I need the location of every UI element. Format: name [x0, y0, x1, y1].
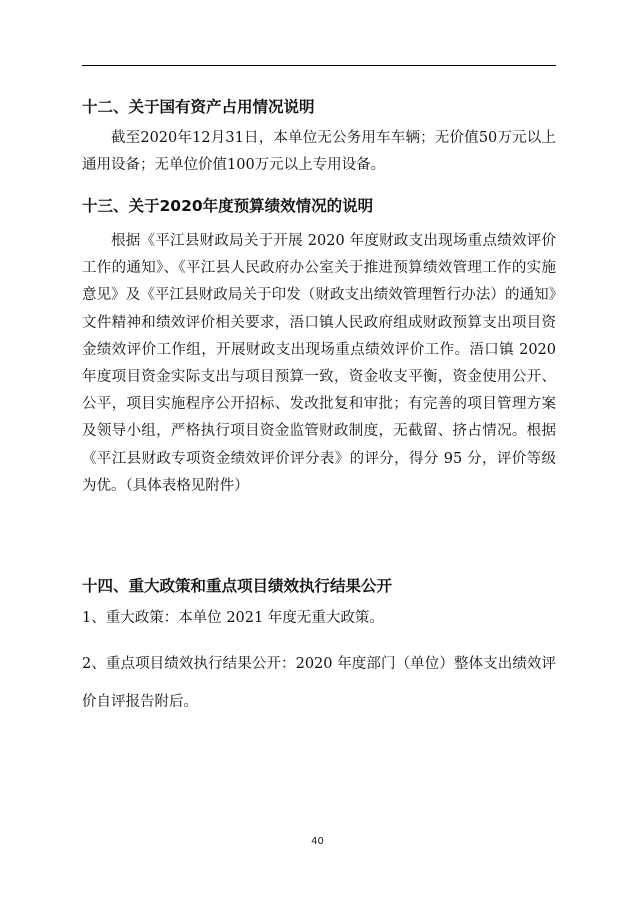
section-12-paragraph: 截至2020年12月31日，本单位无公务用车车辆；无价值50万元以上通用设备；无单位价值100万元以上专用设备。	[82, 130, 556, 173]
section-12-heading: 十二、关于国有资产占用情况说明	[82, 98, 315, 116]
section-13-heading: 十三、关于2020年度预算绩效情况的说明	[82, 197, 374, 215]
section-14-item-2: 2、重点项目绩效执行结果公开：2020 年度部门（单位）整体支出绩效评价自评报告附后。	[82, 656, 556, 710]
header-rule	[82, 65, 556, 66]
page-number: 40	[311, 836, 324, 847]
section-14-item-1: 1、重大政策：本单位 2021 年度无重大政策。	[82, 610, 384, 626]
section-14-heading: 十四、重大政策和重点项目绩效执行结果公开	[82, 577, 393, 595]
section-13-paragraph: 根据《平江县财政局关于开展 2020 年度财政支出现场重点绩效评价工作的通知》、《平江县人民政府办公室关于推进预算绩效管理工作的实施意见》及《平江县财政局关于印发（财政支出绩效管理暂行办法）的通知》文件精神和绩效评价相关要求，浯口镇人民政府组成财政预算支出项目资金绩效评价工作组，开展财政支出现场重点绩效评价工作。浯口镇 2020 年度项目资金实际支出与项目预算一致，资金收支平衡，资金使用公开、公平，项目实施程序公开招标、发改批复和审批；有完善的项目管理方案及领导小组，严格执行项目资金监管财政制度，无截留、挤占情况。根据《平江县财政专项资金绩效评价评分表》的评分，得分 95 分，评价等级为优。（具体表格见附件）	[82, 233, 556, 494]
